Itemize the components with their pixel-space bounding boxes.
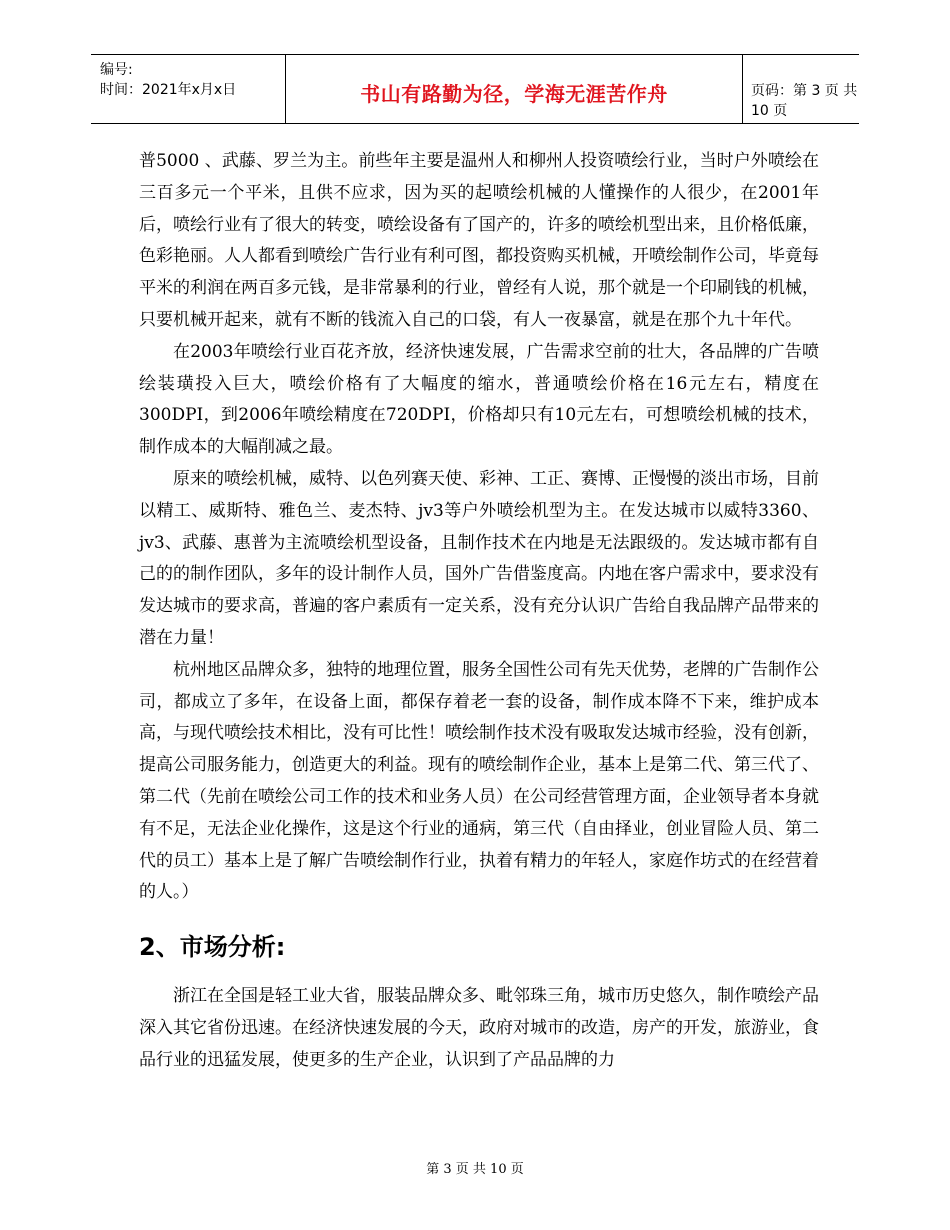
header-motto-cell xyxy=(285,55,743,123)
header-page-cell xyxy=(741,55,859,123)
page-header xyxy=(91,54,859,124)
paragraph-zhejiang: 浙江在全国是轻工业大省，服装品牌众多、毗邻珠三角，城市历史悠久，制作喷绘产品深入其它省份迅速。在经济快速发展的今天，政府对城市的改造，房产的开发，旅游业，食品行业的迅猛发展，使更多的生产企业，认识到了产品品牌的力 xyxy=(139,986,819,1070)
paragraph-machines: 原来的喷绘机械，威特、以色列赛天使、彩神、工正、赛博、正慢慢的淡出市场，目前以精工、威斯特、雅色兰、麦杰特、jv3等户外喷绘机型为主。在发达城市以威特3360、jv3、武藤、惠普为主流喷绘机型设备，且制作技术在内地是无法跟级的。发达城市都有自己的的制作团队，多年的设计制作人员，国外广告借鉴度高。内地在客户需求中，要求没有发达城市的要求高，普遍的客户素质有一定关系，没有充分认识广告给自我品牌产品带来的潜在力量！ xyxy=(139,468,819,648)
motto-text: 书山有路勤为径，学海无涯苦作舟 xyxy=(360,82,668,106)
time-label: 时间：2021年x月x日 xyxy=(100,82,237,98)
page-footer: 第 3 页 共 10 页 xyxy=(426,1162,524,1177)
header-info-cell xyxy=(91,55,285,123)
section-heading-market-analysis: 2、市场分析: xyxy=(139,933,286,962)
document-body xyxy=(139,146,819,1077)
number-label: 编号: xyxy=(100,62,133,78)
paragraph-2003-industry: 在2003年喷绘行业百花齐放，经济快速发展，广告需求空前的壮大，各品牌的广告喷绘装璜投入巨大，喷绘价格有了大幅度的缩水，普通喷绘价格在16元左右，精度在300DPI，到2006年喷绘精度在720DPI，价格却只有10元左右，可想喷绘机械的技术，制作成本的大幅削减之最。 xyxy=(139,341,819,458)
paragraph-hangzhou: 杭州地区品牌众多，独特的地理位置，服务全国性公司有先天优势，老牌的广告制作公司，都成立了多年，在设备上面，都保存着老一套的设备，制作成本降不下来，维护成本高，与现代喷绘技术相比，没有可比性！喷绘制作技术没有吸取发达城市经验，没有创新，提高公司服务能力，创造更大的利益。现有的喷绘制作企业，基本上是第二代、第三代了、第二代（先前在喷绘公司工作的技术和业务人员）在公司经营管理方面，企业领导者本身就有不足，无法企业化操作，这是这个行业的通病，第三代（自由择业，创业冒险人员、第二代的员工）基本上是了解广告喷绘制作行业，执着有精力的年轻人，家庭作坊式的在经营着的人。） xyxy=(139,659,819,903)
paragraph-continued: 普5000 、武藤、罗兰为主。前些年主要是温州人和柳州人投资喷绘行业，当时户外喷绘在三百多元一个平米，且供不应求，因为买的起喷绘机械的人懂操作的人很少，在2001年后，喷绘行业有了很大的转变，喷绘设备有了国产的，许多的喷绘机型出来，且价格低廉，色彩艳丽。人人都看到喷绘广告行业有利可图，都投资购买机械，开喷绘制作公司，毕竟每平米的利润在两百多元钱，是非常暴利的行业，曾经有人说，那个就是一个印刷钱的机械，只要机械开起来，就有不断的钱流入自己的口袋，有人一夜暴富，就是在那个九十年代。 xyxy=(139,151,819,330)
page-number-label: 页码：第 3 页 共 10 页 xyxy=(751,83,858,119)
